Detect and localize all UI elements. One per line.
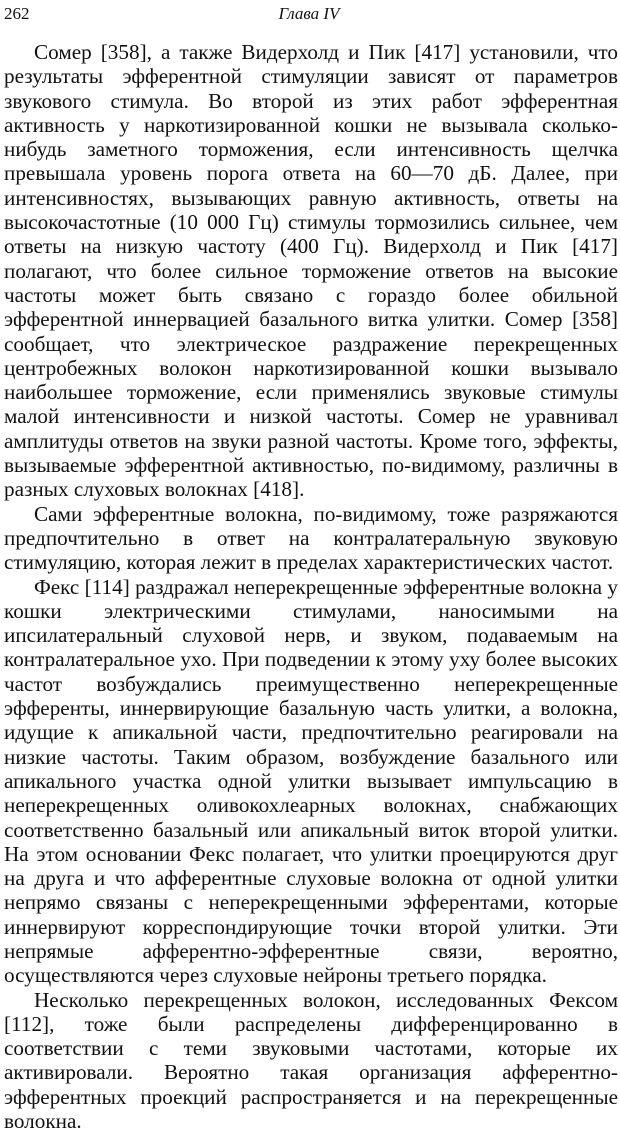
paragraph-efferent-fibers-response: Сами эфферентные волокна, по-видимому, тоже разряжаются предпочтительно в ответ на контралатеральную звуковую стимуляцию, которая лежит в пределах характеристических частот.	[4, 501, 618, 575]
running-title: Глава IV	[278, 4, 340, 23]
paragraph-efferent-stimulation-parameters: Сомер [358], а также Видерхолд и Пик [417] установили, что результаты эфферентной стимуляции зависят от параметров звукового стимула. Во второй из этих работ эфферентная активность у наркотизированной кошки не вызывала сколько-нибудь заметного торможения, если интенсивность щелчка превышала уровень порога ответа на 60—70 дБ. Далее, при интенсивностях, вызывающих равную активность, ответы на высокочастотные (10 000 Гц) стимулы тормозились сильнее, чем ответы на низкую частоту (400 Гц). Видерхолд и Пик [417] полагают, что более сильное торможение ответов на высокие частоты может быть связано с гораздо более обильной эфферентной иннервацией базального витка улитки. Сомер [358] сообщает, что электрическое раздражение перекрещенных центробежных волокон наркотизированной кошки вызывало наибольшее торможение, если применялись звуковые стимулы малой интенсивности и низкой частоты. Сомер не уравнивал амплитуды ответов на звуки разной частоты. Кроме того, эффекты, вызываемые эфферентной активностью, по-видимому, различны в разных слуховых волокнах [418].	[4, 40, 618, 502]
paragraph-crossed-fibers: Несколько перекрещенных волокон, исследованных Фексом [112], тоже были распределены дифференцированно в соответствии с теми звуковыми частотами, которые их активировали. Вероятно такая организация афферентно-эфферентных проекций распространяется и на перекрещенные волокна.	[4, 987, 618, 1133]
paragraph-fex-uncrossed-fibers: Фекс [114] раздражал неперекрещенные эфферентные волокна у кошки электрическими стимулами, наносимыми на ипсилатеральный слуховой нерв, и звуком, подаваемым на контралатеральное ухо. При подведении к этому уху более высоких частот возбуждались преимущественно неперекрещенные эфференты, иннервирующие базальную часть улитки, а волокна, идущие к апикальной части, предпочтительно реагировали на низкие частоты. Таким образом, возбуждение базального или апикального участка одной улитки вызывает импульсацию в неперекрещенных оливокохлеарных волокнах, снабжающих соответственно базальный или апикальный виток второй улитки. На этом основании Фекс полагает, что улитки проецируются друг на друга и что афферентные слуховые волокна от одной улитки непрямо связаны с неперекрещенными эфферентами, которые иннервируют корреспондирующие точки второй улитки. Эти непрямые афферентно-эфферентные связи, вероятно, осуществляются через слуховые нейроны третьего порядка.	[4, 574, 618, 988]
page-number: 262	[4, 4, 30, 23]
body-text	[4, 40, 618, 1133]
page-header	[4, 4, 614, 26]
